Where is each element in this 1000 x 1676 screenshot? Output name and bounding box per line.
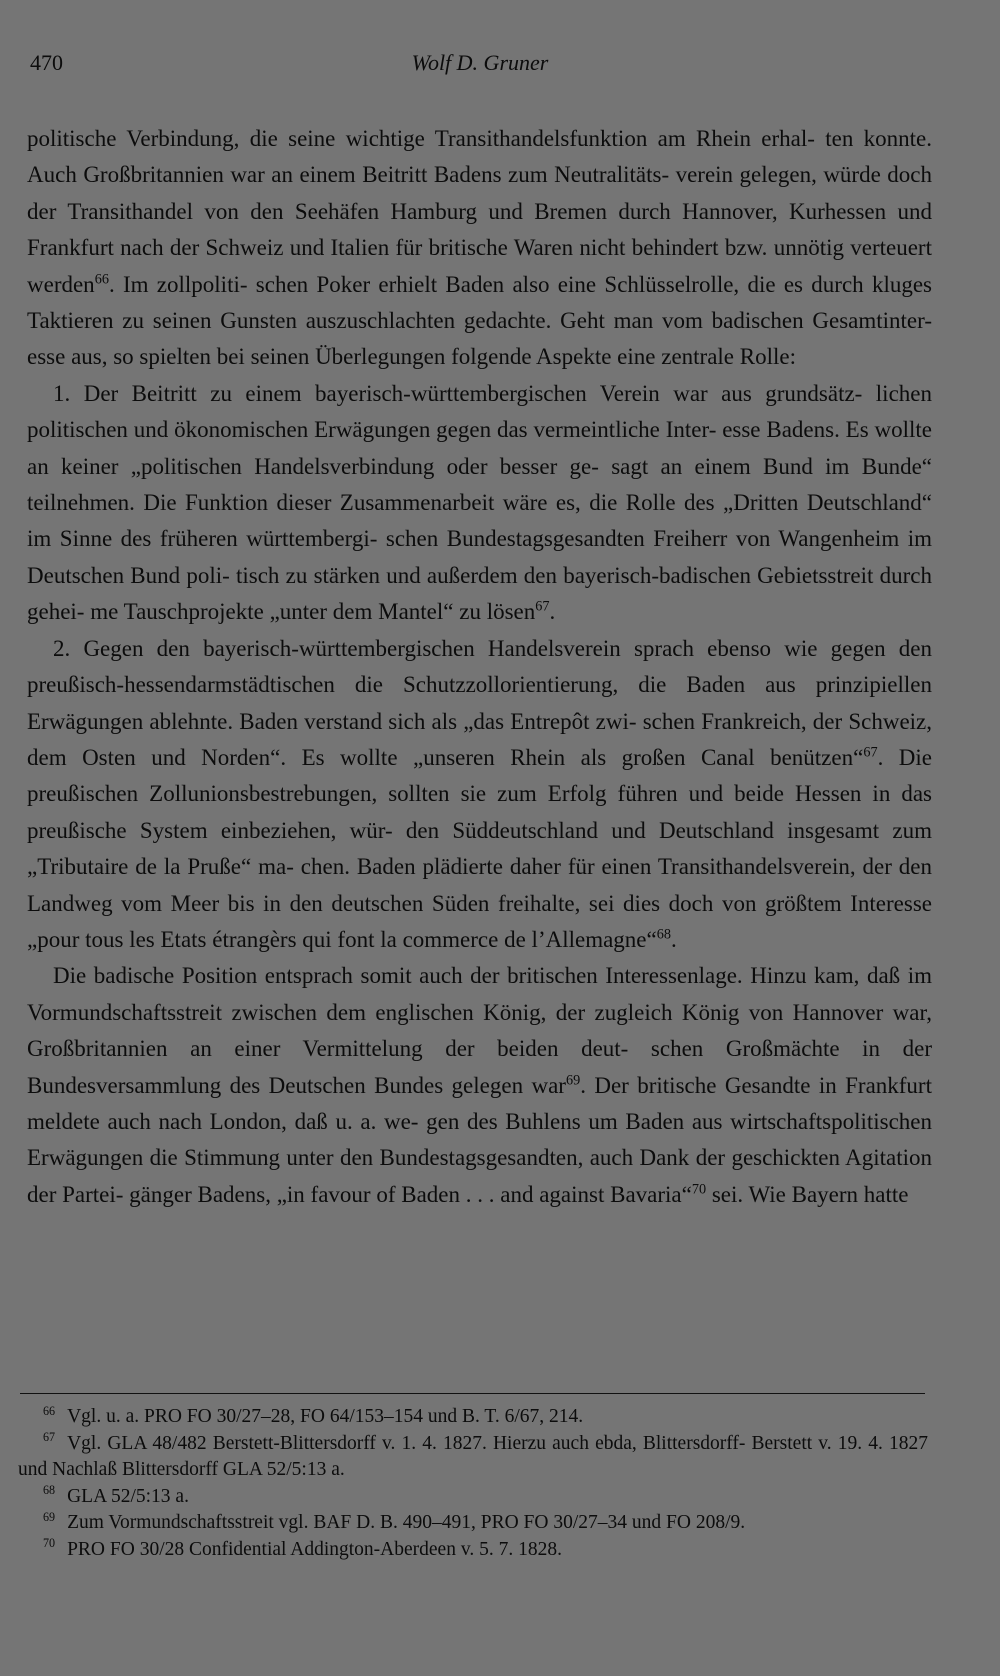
footnote-number: 67 — [43, 1430, 56, 1444]
paragraph: 2. Gegen den bayerisch-württembergischen Handelsverein sprach ebenso wie gegen den preußisch-hessendarmstädtischen die Schutzzollorientierung, die Baden aus prinzipiellen Erwägungen ablehnte. Baden verstand sich als „das Entrepôt zwi- schen Frankreich, der Schweiz, dem Osten und Norden“. Es wollte „unseren Rhein als großen Canal benützen“$^{67}$. Die preußischen Zollunionsbestrebungen, sollten sie zum Erfolg führen und beide Hessen in das preußische System einbeziehen, wür- den Süddeutschland und Deutschland insgesamt zum „Tributaire de la Pruße“ ma- chen. Baden plädierte daher für einen Transithandelsverein, der den Landweg vom Meer bis in den deutschen Süden freihalte, sei dies doch von größtem Interesse „pour tous les Etats étrangèrs qui font la commerce de l’Allemagne“$^{68}$. — [27, 635, 932, 952]
paragraph: Die badische Position entsprach somit auch der britischen Interessenlage. Hinzu kam, daß im Vormundschaftsstreit zwischen dem englischen König, der zugleich König von Hannover war, Großbritannien an einer Vermittelung der beiden deut- schen Großmächte in der Bundesversammlung des Deutschen Bundes gelegen war$^{69}$. Der britische Gesandte in Frankfurt meldete auch nach London, daß u. a. we- gen des Buhlens um Baden aus wirtschaftspolitischen Erwägungen die Stimmung unter den Bundestagsgesandten, auch Dank der geschickten Agitation der Partei- gänger Badens, „in favour of Baden . . . and against Bavaria“$^{70}$ sei. Wie Bayern hatte — [27, 963, 932, 1207]
paragraph: politische Verbindung, die seine wichtige Transithandelsfunktion am Rhein erhal- ten konnte. Auch Großbritannien war an einem Beitritt Badens zum Neutralitäts- verein gelegen, würde doch der Transithandel von den Seehäfen Hamburg und Bremen durch Hannover, Kurhessen und Frankfurt nach der Schweiz und Italien für britische Waren nicht behindert bzw. unnötig verteuert werden$^{66}$. Im zollpoliti- schen Poker erhielt Baden also eine Schlüsselrolle, die es durch kluges Taktieren zu seinen Gunsten auszuschlachten gedachte. Geht man vom badischen Gesamtinter- esse aus, so spielten bei seinen Überlegungen folgende Aspekte eine zentrale Rolle: — [27, 126, 932, 370]
footnote-ref[interactable]: 66 — [94, 270, 109, 287]
footnote-ref[interactable]: 67 — [863, 744, 878, 761]
footnote-ref[interactable]: 68 — [656, 926, 671, 943]
footnotes — [18, 1404, 928, 1563]
footnote: $^{69}$ Zum Vormundschaftsstreit vgl. BAF D. B. 490–491, PRO FO 30/27–34 und FO 208/9. — [43, 1509, 746, 1533]
footnote-number: 70 — [43, 1536, 56, 1550]
page-header — [30, 50, 930, 86]
paragraph: 1. Der Beitritt zu einem bayerisch-württembergischen Verein war aus grundsätz- lichen politischen und ökonomischen Erwägungen gegen das vermeintliche Inter- esse Badens. Es wollte an keiner „politischen Handelsverbindung oder besser ge- sagt an einem Bund im Bunde“ teilnehmen. Die Funktion dieser Zusammenarbeit wäre es, die Rolle des „Dritten Deutschland“ im Sinne des früheren württembergi- schen Bundestagsgesandten Freiherr von Wangenheim im Deutschen Bund poli- tisch zu stärken und außerdem den bayerisch-badischen Gebietsstreit durch gehei- me Tauschprojekte „unter dem Mantel“ zu lösen$^{67}$. — [27, 380, 932, 625]
footnote-divider — [20, 1393, 925, 1394]
footnote: $^{68}$ GLA 52/5:13 a. — [43, 1483, 189, 1507]
footnote-number: 68 — [43, 1483, 56, 1497]
footnote: $^{66}$ Vgl. u. a. PRO FO 30/27–28, FO 64/153–154 und B. T. 6/67, 214. — [43, 1403, 584, 1427]
running-head: Wolf D. Gruner — [411, 50, 549, 75]
footnote: $^{70}$ PRO FO 30/28 Confidential Addington-Aberdeen v. 5. 7. 1828. — [43, 1536, 562, 1560]
footnote-number: 69 — [43, 1509, 56, 1524]
footnote-number: 66 — [43, 1403, 56, 1418]
footnote-ref[interactable]: 70 — [691, 1181, 707, 1198]
body-text — [27, 121, 932, 1213]
footnote: $^{67}$ Vgl. GLA 48/482 Berstett-Blittersdorff v. 1. 4. 1827. Hierzu auch ebda, Blittersdorff- Berstett v. 19. 4. 1827 und Nachlaß Blittersdorff GLA 52/5:13 a. — [18, 1430, 928, 1480]
page-number: 470 — [30, 50, 63, 75]
footnote-ref[interactable]: 67 — [535, 598, 550, 615]
footnote-ref[interactable]: 69 — [565, 1071, 581, 1088]
